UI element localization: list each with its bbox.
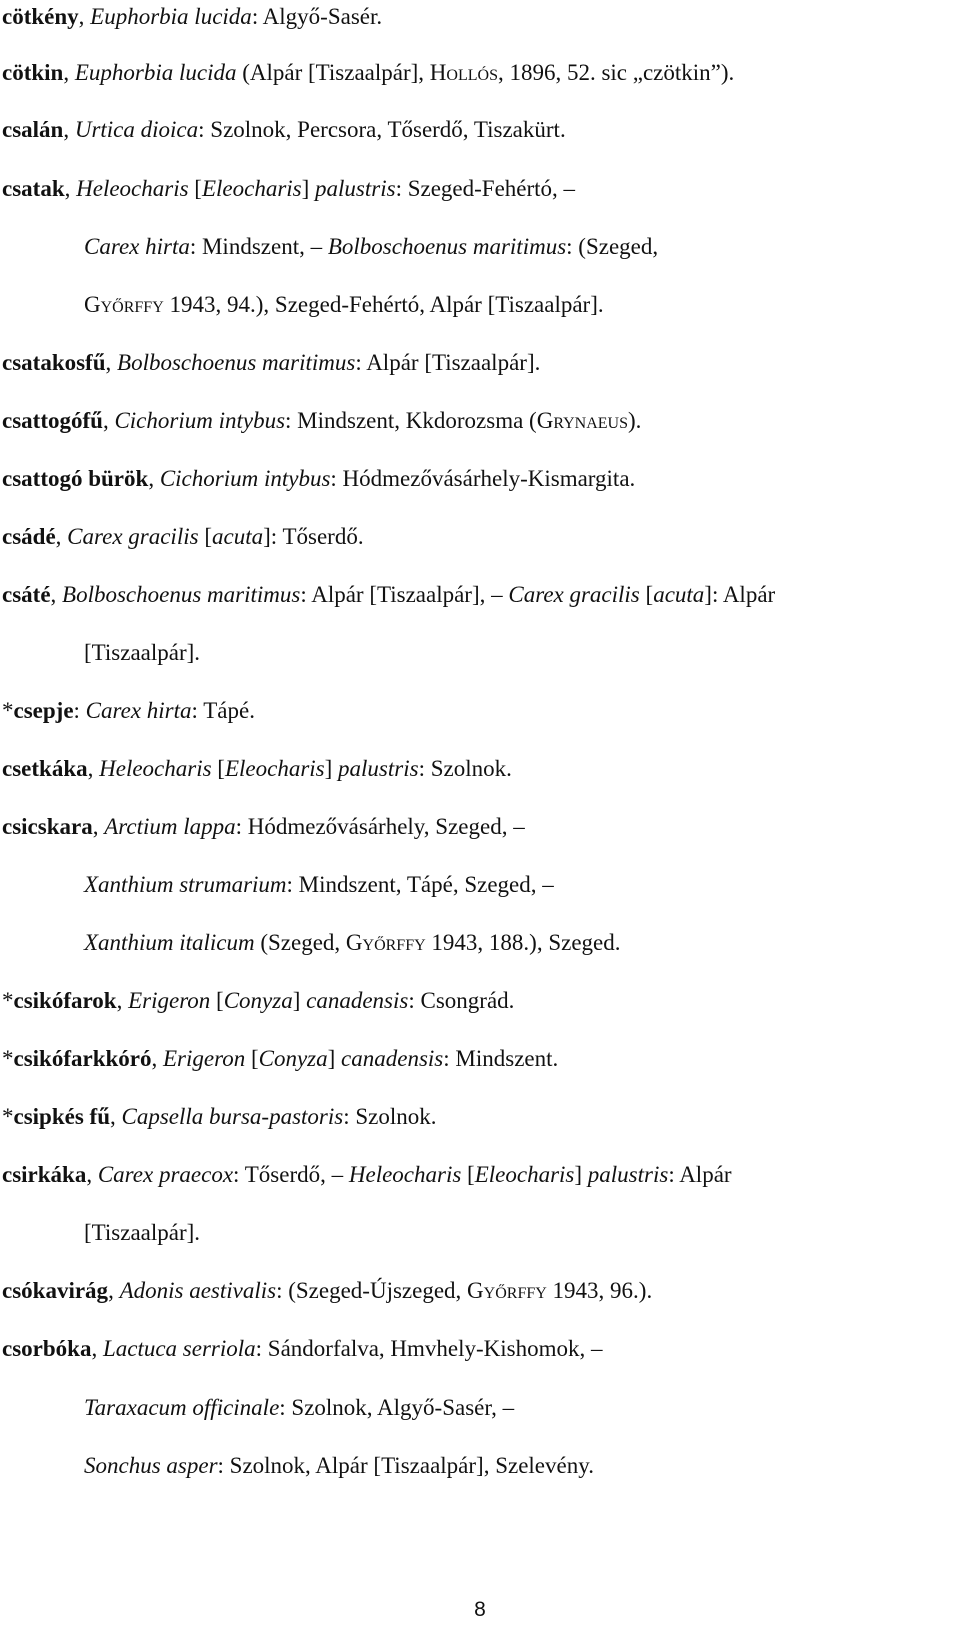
entry-csorboka-cont-1: Taraxacum officinale: Szolnok, Algyő-Sasér, – [84,1395,515,1420]
entry-csattogo-burok: csattogó bürök, Cichorium intybus: Hódmezővásárhely-Kismargita. [2,466,636,491]
page-number: 8 [474,1598,486,1621]
entry-csate-cont: [Tiszaalpár]. [84,640,201,665]
entry-csatak-cont-2: Győrffy 1943, 94.), Szeged-Fehértó, Alpár [Tiszaalpár]. [84,292,604,317]
entry-csattogofu: csattogófű, Cichorium intybus: Mindszent, Kkdorozsma (Grynaeus). [2,408,642,433]
entry-csorboka-cont-2: Sonchus asper: Szolnok, Alpár [Tiszaalpár], Szelevény. [84,1453,594,1478]
entry-csicskara-cont-1: Xanthium strumarium: Mindszent, Tápé, Szeged, – [84,872,554,897]
entry-csikofarkkoro: *csikófarkkóró, Erigeron [Conyza] canadensis: Mindszent. [2,1046,559,1071]
entry-csetkaka: csetkáka, Heleocharis [Eleocharis] palustris: Szolnok. [2,756,512,781]
entry-csade: csádé, Carex gracilis [acuta]: Tőserdő. [2,524,364,549]
entry-csate: csáté, Bolboschoenus maritimus: Alpár [Tiszaalpár], – Carex gracilis [acuta]: Alpár [2,582,776,607]
entry-csipkes-fu: *csipkés fű, Capsella bursa-pastoris: Szolnok. [2,1104,437,1129]
entry-csorboka: csorbóka, Lactuca serriola: Sándorfalva, Hmvhely-Kishomok, – [2,1336,603,1361]
entry-csokavirag: csókavirág, Adonis aestivalis: (Szeged-Újszeged, Győrffy 1943, 96.). [2,1278,653,1303]
entry-csirkaka-cont: [Tiszaalpár]. [84,1220,201,1245]
entry-csicskara-cont-2: Xanthium italicum (Szeged, Győrffy 1943, 188.), Szeged. [84,930,621,955]
entry-csirkaka: csirkáka, Carex praecox: Tőserdő, – Heleocharis [Eleocharis] palustris: Alpár [2,1162,732,1187]
entry-csatak: csatak, Heleocharis [Eleocharis] palustris: Szeged-Fehértó, – [2,176,576,201]
entry-csatakosfu: csatakosfű, Bolboschoenus maritimus: Alpár [Tiszaalpár]. [2,350,541,375]
entry-cotkin: cötkin, Euphorbia lucida (Alpár [Tiszaalpár], Hollós, 1896, 52. sic „czötkin”). [2,60,735,85]
entry-csikofarok: *csikófarok, Erigeron [Conyza] canadensis: Csongrád. [2,988,515,1013]
entry-csalan: csalán, Urtica dioica: Szolnok, Percsora, Tőserdő, Tiszakürt. [2,117,566,142]
entry-csepje: *csepje: Carex hirta: Tápé. [2,698,255,723]
entry-csatak-cont-1: Carex hirta: Mindszent, – Bolboschoenus maritimus: (Szeged, [84,234,659,259]
entry-csicskara: csicskara, Arctium lappa: Hódmezővásárhely, Szeged, – [2,814,525,839]
entry-cotkeny: cötkény, Euphorbia lucida: Algyő-Sasér. [2,4,383,29]
